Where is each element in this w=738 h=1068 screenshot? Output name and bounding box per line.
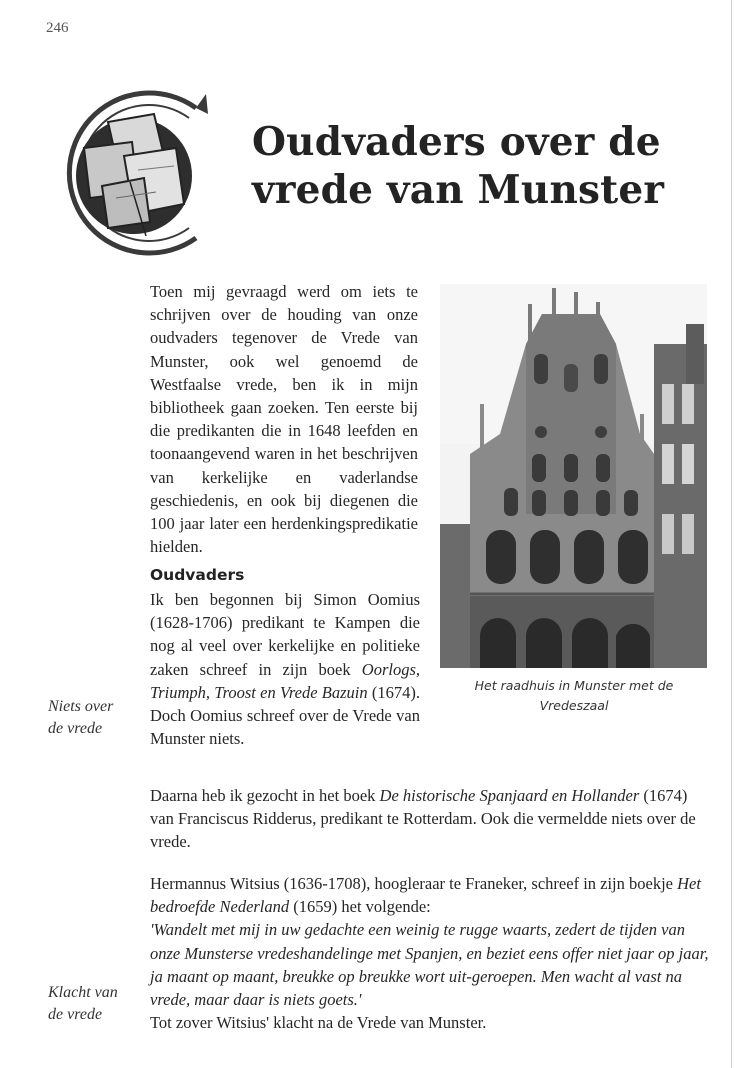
photo-caption: Het raadhuis in Munster met de Vredeszaal — [474, 678, 674, 713]
page-number: 246 — [46, 20, 69, 36]
margin-note-niets-over-de-vrede — [48, 696, 113, 740]
page-edge-line — [731, 0, 732, 1068]
chapter-title-line-1: Oudvaders over de — [252, 119, 661, 165]
witsius-quote: 'Wandelt met mij in uw gedachte een weinig te rugge waarts, zedert de tijden van onze Munsterse vredeshandelinge met Spanjen, en beziet eens offer niet jaar op jaar, ja maant op maant, breukke op breukke wort uit-geroepen. Men wacht al vast na vrede, maar daar is niets goets.' — [150, 920, 709, 1010]
witsius-text-after: (1659) het volgende: — [289, 897, 431, 917]
oudvaders-text-before: Ik ben begonnen bij Simon Oomius (1628-1706) predikant te Kampen die nog al veel over kerkelijke en politieke zaken schreef in zijn boek — [150, 590, 420, 679]
margin-note-1-line-1: Niets over — [48, 698, 114, 715]
oudvaders-book-title: Oorlogs, Triumph, Troost en Vrede Bazuin — [150, 659, 420, 702]
witsius-paragraph — [150, 872, 710, 1034]
margin-note-klacht-van-de-vrede — [48, 982, 118, 1026]
intro-paragraph: Toen mij gevraagd werd om iets te schrijven over de houding van onze oudvaders tegenover de Vrede van Munster, ook wel genoemd de Westfaalse vrede, ben ik in mijn bibliotheek gaan zoeken. Ten eerste bij die predikanten die in 1648 leefden en toonaangevend waren in het beschrijven van kerkelijke en vaderlandse geschiedenis, en ook bij diegenen die 100 jaar later een herdenkingspredikatie hielden. — [150, 282, 418, 557]
town-hall-photo — [440, 284, 707, 668]
chapter-title — [252, 118, 692, 214]
oudvaders-paragraph — [150, 588, 420, 750]
ridderus-text-before: Daarna heb ik gezocht in het boek — [150, 786, 380, 805]
witsius-text-before: Hermannus Witsius (1636-1708), hoogleraar te Franeker, schreef in zijn boekje — [150, 874, 678, 893]
ridderus-text-after: (1674) van Franciscus Ridderus, predikant te Rotterdam. Ook die vermeldde niets over de vrede. — [150, 786, 696, 852]
oudvaders-text-after: (1674). Doch Oomius schreef over de Vrede van Munster niets. — [150, 682, 420, 749]
witsius-intro — [150, 872, 710, 918]
margin-note-2-line-2: de vrede — [48, 1006, 103, 1023]
ridderus-book-title: De historische Spanjaard en Hollander — [379, 786, 640, 805]
witsius-closing: Tot zover Witsius' klacht na de Vrede van Munster. — [150, 1013, 487, 1033]
witsius-book-title: Het bedroefde Nederland — [150, 874, 701, 917]
chapter-title-line-2: vrede van Munster — [252, 167, 665, 213]
section-heading-oudvaders: Oudvaders — [150, 566, 245, 584]
ridderus-paragraph — [150, 784, 710, 854]
chapter-logo — [46, 86, 218, 262]
margin-note-1-line-2: de vrede — [48, 720, 103, 737]
margin-note-2-line-1: Klacht van — [48, 984, 118, 1001]
